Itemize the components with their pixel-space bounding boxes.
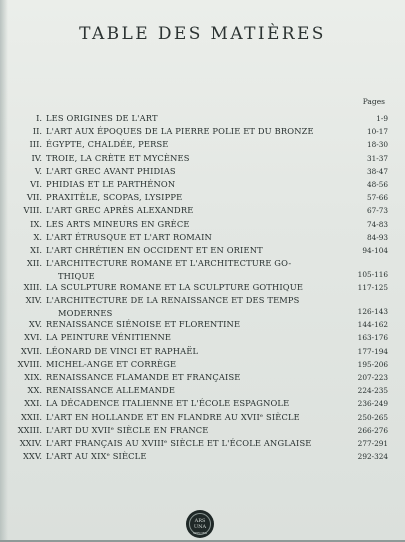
chapter-title-block <box>46 125 356 138</box>
chapter-title-block <box>46 231 356 244</box>
toc-entry <box>0 125 405 138</box>
toc-entry <box>0 411 405 424</box>
toc-entry <box>0 331 405 344</box>
chapter-title-block <box>46 112 356 125</box>
chapter-number: XXIII. <box>17 424 42 435</box>
toc-entry <box>0 371 405 384</box>
toc-entry <box>0 397 405 410</box>
page-range: 1-9 <box>376 114 388 123</box>
chapter-title-block <box>46 138 356 151</box>
chapter-number: XX. <box>27 385 42 396</box>
chapter-title-block <box>46 331 356 344</box>
chapter-title-block <box>46 244 356 257</box>
toc-entry <box>0 358 405 371</box>
page-range: 250-265 <box>357 412 388 422</box>
chapter-title-block <box>46 318 356 331</box>
chapter-number: VII. <box>26 192 42 203</box>
page-range: 144-162 <box>357 320 388 330</box>
chapter-number: XXV. <box>23 451 42 462</box>
chapter-number: XIX. <box>24 372 42 382</box>
chapter-title-block <box>46 294 356 320</box>
pages-column-header: Pages <box>362 97 385 106</box>
chapter-title-block <box>46 218 356 231</box>
chapter-number: XIII. <box>23 282 42 293</box>
page-range: 277-291 <box>357 438 388 448</box>
toc-entry <box>0 257 405 281</box>
page-range: 266-276 <box>357 425 388 435</box>
page-range: 31-37 <box>366 153 388 163</box>
chapter-title: LES ARTS MINEURS EN GRÈCE <box>46 218 190 229</box>
seal-text-3: SPECIES MILLE <box>193 531 207 541</box>
page-range: 84-93 <box>366 232 388 242</box>
page-range: 94-104 <box>362 245 388 255</box>
chapter-number: VIII. <box>23 205 42 216</box>
chapter-number: XVIII. <box>17 358 42 369</box>
chapter-title: RENAISSANCE SIÉNOISE ET FLORENTINE <box>46 319 241 330</box>
chapter-title-block <box>46 411 356 424</box>
chapter-number: XVI. <box>24 332 42 343</box>
chapter-title: RENAISSANCE ALLEMANDE <box>46 385 176 396</box>
chapter-title-block <box>46 257 356 283</box>
chapter-title-block <box>46 397 356 410</box>
chapter-number: XXIV. <box>19 437 42 448</box>
chapter-number: IX. <box>30 218 42 229</box>
page-range: 117-125 <box>357 283 388 293</box>
chapter-number: XXII. <box>20 411 42 422</box>
toc-entry <box>0 437 405 450</box>
toc-entry <box>0 138 405 151</box>
chapter-title-block <box>46 191 356 204</box>
chapter-number: V. <box>34 165 42 176</box>
page-range: 67-73 <box>366 206 388 216</box>
toc-entry <box>0 191 405 204</box>
chapter-title-block <box>46 152 356 165</box>
toc-entry <box>0 165 405 178</box>
chapter-title: L'ART GREC APRÈS ALEXANDRE <box>46 205 194 216</box>
chapter-title-block <box>46 204 356 217</box>
toc-entry <box>0 345 405 358</box>
chapter-number: XXI. <box>24 398 42 409</box>
chapter-title: LÉONARD DE VINCI ET RAPHAËL <box>46 345 199 356</box>
page-range: 224-235 <box>357 386 388 396</box>
toc-entry <box>0 231 405 244</box>
chapter-title: L'ART AUX ÉPOQUES DE LA PIERRE POLIE ET DU BRONZE <box>46 126 314 137</box>
toc-entry <box>0 204 405 217</box>
chapter-number: XIV. <box>25 295 42 306</box>
chapter-title: MICHEL-ANGE ET CORRÈGE <box>46 358 177 369</box>
chapter-title: L'ARCHITECTURE ROMANE ET L'ARCHITECTURE GO- <box>46 258 292 269</box>
toc-entry <box>0 178 405 191</box>
chapter-title: TROIE, LA CRÈTE ET MYCÈNES <box>46 152 190 163</box>
page-range: 177-194 <box>357 346 388 356</box>
chapter-number: X. <box>33 231 42 242</box>
seal-text-2: UNA <box>193 524 207 530</box>
toc-entry <box>0 244 405 257</box>
chapter-title: RENAISSANCE FLAMANDE ET FRANÇAISE <box>46 372 241 382</box>
chapter-title-block <box>46 371 356 384</box>
chapter-title-block <box>46 384 356 397</box>
page-title: TABLE DES MATIÈRES <box>79 24 326 44</box>
page-range: 38-47 <box>366 166 388 176</box>
toc-entry <box>0 450 405 463</box>
toc-entry <box>0 152 405 165</box>
chapter-title: PRAXITÈLE, SCOPAS, LYSIPPE <box>46 192 183 203</box>
chapter-number: I. <box>36 113 42 123</box>
chapter-title: LA DÉCADENCE ITALIENNE ET L'ÉCOLE ESPAGNOLE <box>46 398 290 409</box>
chapter-title-block <box>46 450 356 463</box>
table-of-contents <box>0 112 405 463</box>
toc-entry <box>0 294 405 318</box>
page-range: 292-324 <box>357 452 388 462</box>
page-range: 10-17 <box>366 127 388 137</box>
chapter-title-continuation: THIQUE <box>58 271 95 282</box>
page-range: 18-30 <box>366 140 388 150</box>
chapter-title: L'ART ÉTRUSQUE ET L'ART ROMAIN <box>46 231 212 242</box>
chapter-title-block <box>46 345 356 358</box>
toc-entry <box>0 218 405 231</box>
chapter-title-block <box>46 165 356 178</box>
page-range: 195-206 <box>357 359 388 369</box>
chapter-title-block <box>46 281 356 294</box>
chapter-number: IV. <box>31 152 42 163</box>
chapter-title-block <box>46 178 356 191</box>
page-range: 74-83 <box>366 219 388 229</box>
chapter-title: L'ART FRANÇAIS AU XVIIIᵉ SIÈCLE ET L'ÉCOLE ANGLAISE <box>46 437 312 448</box>
chapter-title: LES ORIGINES DE L'ART <box>46 113 158 123</box>
chapter-title-block <box>46 424 356 437</box>
publisher-seal <box>186 510 214 541</box>
chapter-number: XVII. <box>20 345 42 356</box>
chapter-number: III. <box>29 139 42 150</box>
chapter-title: LA PEINTURE VÉNITIENNE <box>46 332 172 343</box>
page-range: 105-116 <box>357 270 388 280</box>
chapter-title: L'ART AU XIXᵉ SIÈCLE <box>46 451 147 462</box>
page-range: 207-223 <box>357 373 388 382</box>
page-range: 126-143 <box>357 307 388 317</box>
chapter-title: LA SCULPTURE ROMANE ET LA SCULPTURE GOTHIQUE <box>46 282 304 293</box>
chapter-title: L'ART EN HOLLANDE ET EN FLANDRE AU XVIIᵉ SIÈCLE <box>46 411 300 422</box>
seal-text-1: ARS <box>194 518 206 524</box>
chapter-title: ÉGYPTE, CHALDÉE, PERSE <box>46 139 169 150</box>
toc-entry <box>0 318 405 331</box>
chapter-title: PHIDIAS ET LE PARTHÉNON <box>46 178 176 189</box>
toc-entry <box>0 384 405 397</box>
chapter-title-continuation: MODERNES <box>58 308 113 319</box>
chapter-title: L'ARCHITECTURE DE LA RENAISSANCE ET DES TEMPS <box>46 295 300 306</box>
page-range: 48-56 <box>366 179 388 189</box>
chapter-title-block <box>46 437 356 450</box>
chapter-title-block <box>46 358 356 371</box>
chapter-number: VI. <box>30 178 42 189</box>
toc-entry <box>0 112 405 125</box>
page-range: 57-66 <box>366 193 388 203</box>
toc-entry <box>0 424 405 437</box>
chapter-number: XI. <box>30 244 42 255</box>
chapter-title: L'ART DU XVIIᵉ SIÈCLE EN FRANCE <box>46 424 209 435</box>
chapter-title: L'ART CHRÉTIEN EN OCCIDENT ET EN ORIENT <box>46 244 263 255</box>
chapter-number: XV. <box>28 319 42 330</box>
toc-entry <box>0 281 405 294</box>
chapter-number: XII. <box>26 258 42 269</box>
page-range: 163-176 <box>357 333 388 343</box>
chapter-title: L'ART GREC AVANT PHIDIAS <box>46 165 176 176</box>
chapter-number: II. <box>32 126 42 137</box>
page-range: 236-249 <box>357 399 388 409</box>
